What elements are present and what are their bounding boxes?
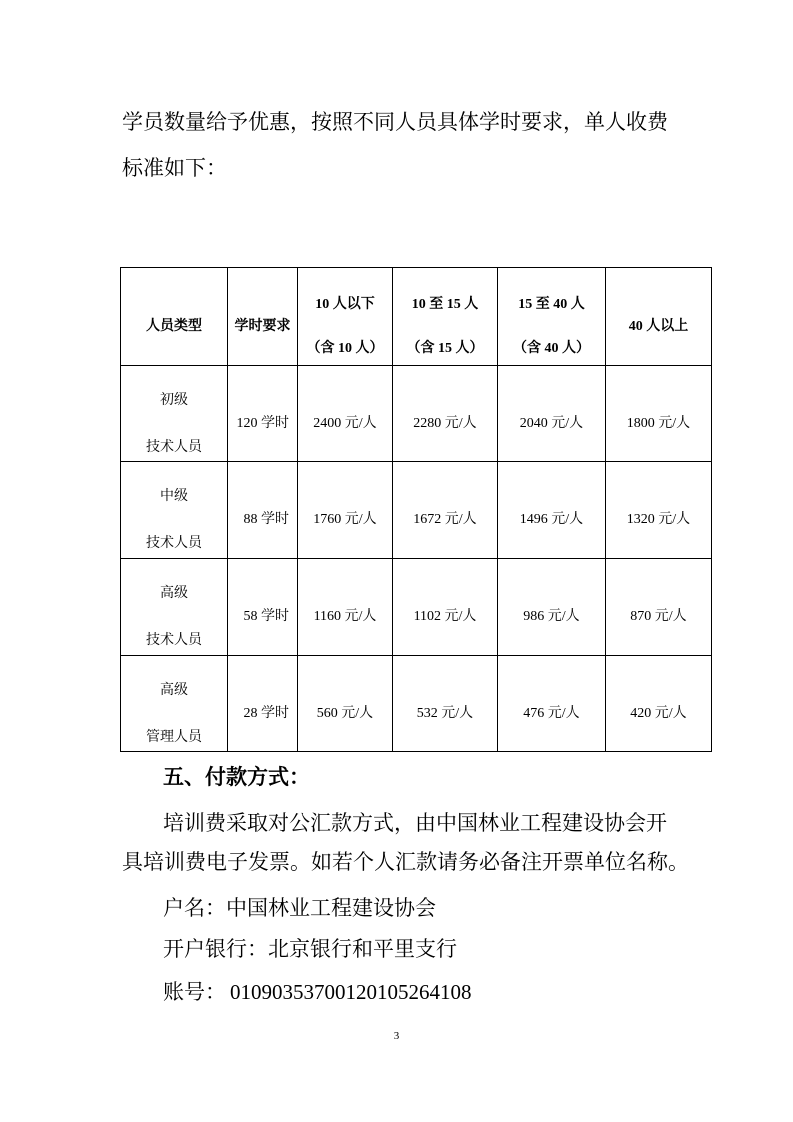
price-cell	[298, 559, 393, 656]
account-number	[163, 971, 472, 1013]
study-hours: 58 学时	[243, 609, 289, 624]
header-sublabel: （含 40 人）	[513, 340, 590, 356]
header-label-group	[298, 283, 392, 371]
personnel-type-cell	[121, 366, 228, 462]
header-label: 人员类型	[146, 318, 202, 334]
section-heading-payment: 五、付款方式：	[163, 765, 310, 789]
price-cell	[606, 462, 712, 559]
price: 986 元/人	[523, 609, 580, 624]
header-cell-personnel-type	[121, 268, 228, 366]
study-hours-cell	[228, 366, 298, 462]
price-cell	[298, 462, 393, 559]
table-row	[121, 559, 712, 656]
price-cell	[498, 656, 606, 752]
account-number-value: 01090353700120105264108	[230, 980, 472, 1004]
price: 560 元/人	[316, 705, 374, 721]
price-cell	[498, 366, 606, 462]
study-hours-cell	[228, 559, 298, 656]
header-label: 10 至 15 人	[411, 296, 479, 312]
study-hours-cell	[228, 656, 298, 752]
personnel-category: 技术人员	[146, 633, 202, 648]
personnel-level: 中级	[160, 489, 188, 504]
personnel-type	[121, 473, 227, 567]
table-row	[121, 656, 712, 752]
price: 532 元/人	[416, 705, 474, 721]
price-cell	[298, 366, 393, 462]
personnel-type	[121, 377, 227, 471]
study-hours-cell	[228, 462, 298, 559]
price: 2280 元/人	[413, 415, 477, 431]
header-sublabel: （含 15 人）	[406, 340, 484, 356]
header-label-group	[393, 283, 497, 371]
personnel-type	[121, 570, 227, 664]
price: 870 元/人	[630, 609, 687, 624]
page-number: 3	[393, 1030, 400, 1042]
bank-name-label: 开户银行：	[163, 937, 268, 961]
personnel-category: 技术人员	[146, 536, 202, 551]
account-name	[163, 887, 436, 929]
price-cell	[298, 656, 393, 752]
header-cell-under-10	[298, 268, 393, 366]
header-label: 15 至 40 人	[518, 296, 585, 312]
header-cell-study-hours	[228, 268, 298, 366]
personnel-type-cell	[121, 559, 228, 656]
price: 420 元/人	[630, 705, 687, 721]
study-hours: 88 学时	[243, 512, 289, 527]
price-cell	[606, 366, 712, 462]
account-name-value: 中国林业工程建设协会	[226, 896, 436, 920]
price-cell	[606, 656, 712, 752]
price: 1102 元/人	[413, 609, 477, 624]
personnel-type-cell	[121, 656, 228, 752]
personnel-level: 高级	[160, 682, 188, 698]
account-name-label: 户名：	[163, 896, 226, 920]
price-cell	[393, 656, 498, 752]
bank-name-value: 北京银行和平里支行	[268, 937, 457, 961]
table-header-row	[121, 268, 712, 366]
personnel-level: 高级	[160, 586, 188, 601]
header-label: 学时要求	[234, 318, 291, 334]
price-cell	[498, 559, 606, 656]
header-sublabel: （含 10 人）	[306, 340, 384, 356]
price-cell	[393, 559, 498, 656]
header-label: 10 人以下	[315, 296, 375, 312]
header-cell-over-40	[606, 268, 712, 366]
personnel-level: 初级	[160, 392, 188, 408]
personnel-type-cell	[121, 462, 228, 559]
account-number-label: 账号：	[163, 980, 226, 1004]
price: 476 元/人	[523, 705, 580, 721]
personnel-category: 技术人员	[146, 439, 202, 455]
personnel-category: 管理人员	[146, 729, 202, 745]
price: 1496 元/人	[519, 512, 584, 527]
header-label-group	[498, 283, 605, 371]
price-cell	[606, 559, 712, 656]
table-row	[121, 366, 712, 462]
bank-name	[163, 928, 457, 970]
fee-table	[120, 267, 712, 752]
intro-line: 学员数量给予优惠，按照不同人员具体学时要求，单人收费	[122, 110, 668, 134]
header-cell-15-to-40	[498, 268, 606, 366]
price-cell	[498, 462, 606, 559]
study-hours: 28 学时	[243, 705, 289, 721]
intro-line: 标准如下：	[122, 156, 227, 180]
payment-description-line: 培训费采取对公汇款方式，由中国林业工程建设协会开	[163, 811, 667, 835]
price: 2040 元/人	[519, 415, 584, 431]
price: 1800 元/人	[626, 415, 691, 431]
price: 2400 元/人	[313, 415, 377, 431]
price: 1160 元/人	[313, 609, 377, 624]
header-cell-10-to-15	[393, 268, 498, 366]
price-cell	[393, 462, 498, 559]
price-cell	[393, 366, 498, 462]
price: 1760 元/人	[313, 512, 377, 527]
price: 1672 元/人	[413, 512, 477, 527]
header-label: 40 人以上	[628, 318, 689, 334]
payment-description-line: 具培训费电子发票。如若个人汇款请务必备注开票单位名称。	[122, 850, 689, 874]
price: 1320 元/人	[626, 512, 691, 527]
personnel-type	[121, 667, 227, 761]
study-hours: 120 学时	[236, 415, 289, 431]
table-row	[121, 462, 712, 559]
